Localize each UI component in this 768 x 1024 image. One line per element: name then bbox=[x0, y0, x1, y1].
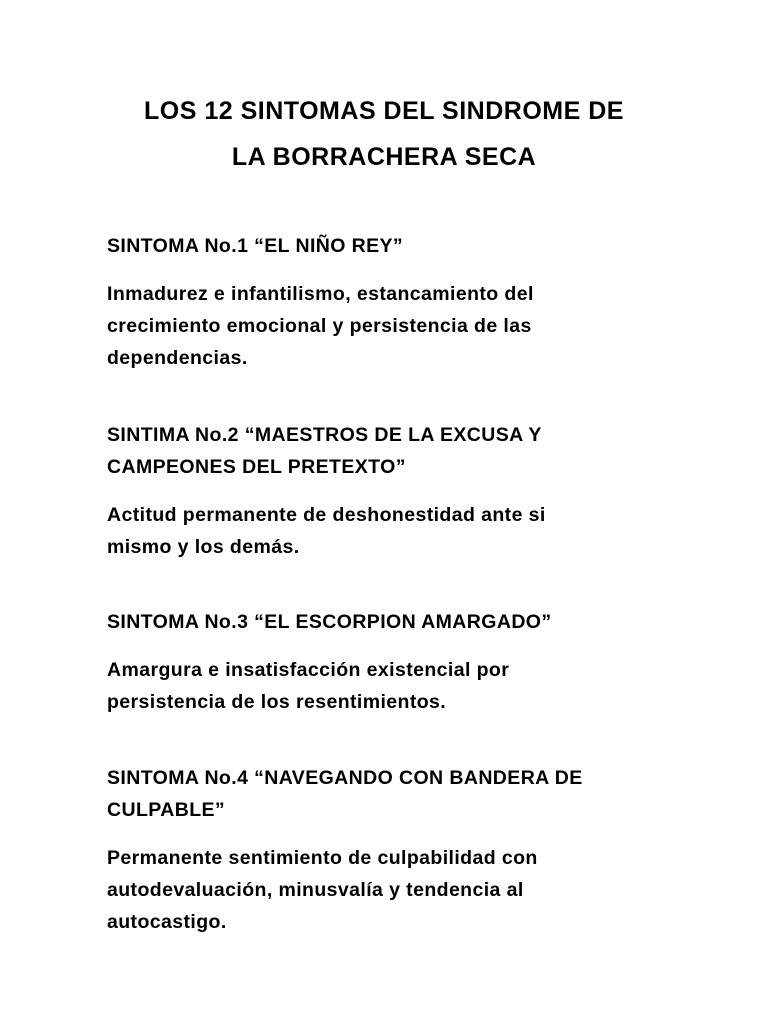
symptom-heading bbox=[107, 762, 667, 826]
symptom-section-2 bbox=[107, 419, 667, 563]
heading-line: SINTOMA No.4 “NAVEGANDO CON BANDERA DE bbox=[107, 767, 583, 789]
heading-line: SINTOMA No.1 “EL NIÑO REY” bbox=[107, 235, 404, 257]
symptom-section-3 bbox=[107, 606, 667, 718]
description-line: autocastigo. bbox=[107, 911, 227, 933]
description-line: mismo y los demás. bbox=[107, 536, 300, 558]
description-line: Permanente sentimiento de culpabilidad con bbox=[107, 847, 538, 869]
symptom-section-4 bbox=[107, 762, 667, 938]
description-line: Actitud permanente de deshonestidad ante si bbox=[107, 504, 546, 526]
symptom-heading bbox=[107, 606, 667, 638]
description-line: crecimiento emocional y persistencia de las bbox=[107, 315, 532, 337]
document-title bbox=[60, 88, 708, 180]
description-line: Amargura e insatisfacción existencial por bbox=[107, 659, 510, 681]
description-line: persistencia de los resentimientos. bbox=[107, 691, 447, 713]
symptom-heading bbox=[107, 419, 667, 483]
heading-line: CULPABLE” bbox=[107, 799, 226, 821]
title-line: LOS 12 SINTOMAS DEL SINDROME DE bbox=[144, 97, 624, 125]
symptom-section-1 bbox=[107, 230, 667, 374]
heading-line: SINTIMA No.2 “MAESTROS DE LA EXCUSA Y bbox=[107, 424, 542, 446]
title-line: LA BORRACHERA SECA bbox=[231, 143, 537, 171]
symptom-description bbox=[107, 842, 667, 938]
symptom-heading bbox=[107, 230, 667, 262]
description-line: autodevaluación, minusvalía y tendencia al bbox=[107, 879, 524, 901]
heading-line: SINTOMA No.3 “EL ESCORPION AMARGADO” bbox=[107, 611, 552, 633]
symptom-description bbox=[107, 499, 667, 563]
symptom-description bbox=[107, 654, 667, 718]
description-line: dependencias. bbox=[107, 347, 248, 369]
description-line: Inmadurez e infantilismo, estancamiento del bbox=[107, 283, 534, 305]
symptom-description bbox=[107, 278, 667, 374]
heading-line: CAMPEONES DEL PRETEXTO” bbox=[107, 456, 406, 478]
